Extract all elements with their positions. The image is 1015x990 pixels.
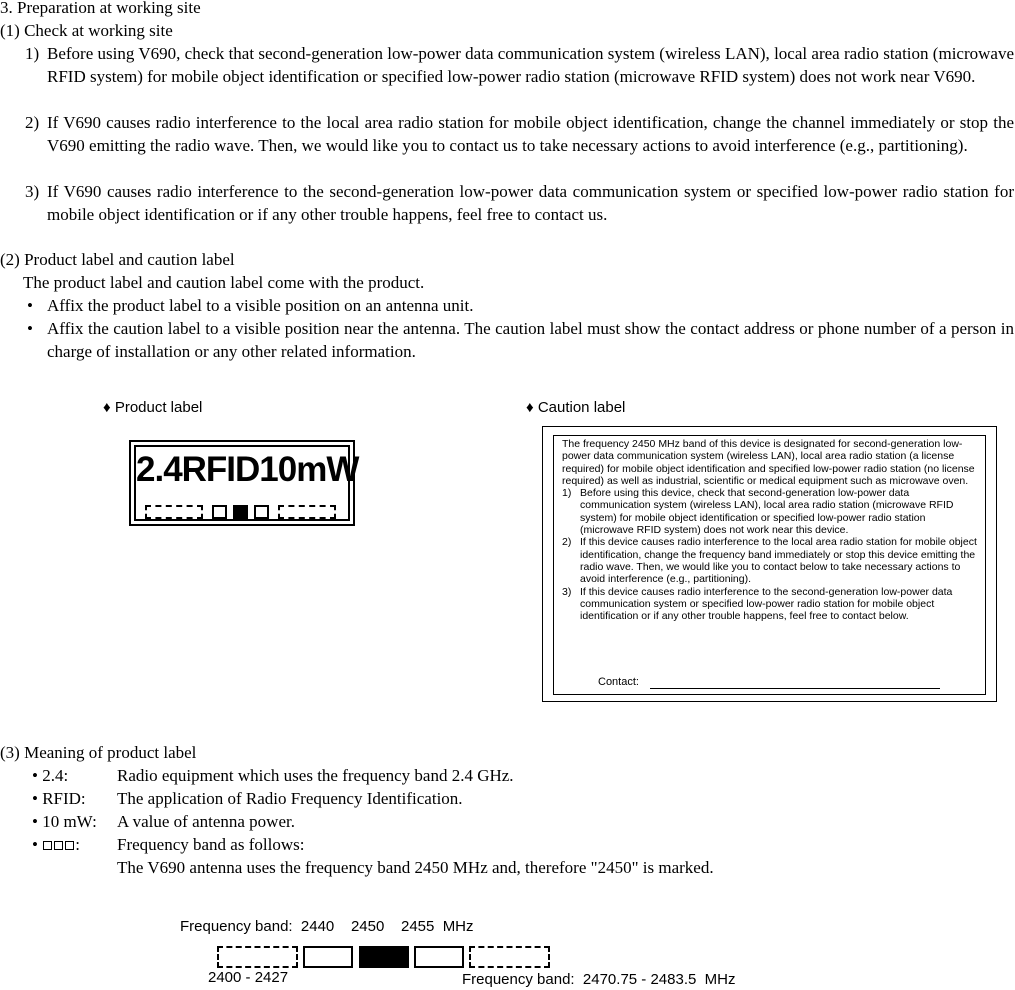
caution-label-body: [562, 438, 978, 622]
check-item-2-text: If V690 causes radio interference to the local area radio station for mobile object identification, change the channel immediately or stop the V690 emitting the radio wave. Then, we would like you to contact us to take necessary actions to avoid interference (e.g., partitioning).: [47, 113, 1014, 155]
band-marker-2440: [212, 505, 227, 519]
product-label-inner-border: [134, 445, 359, 521]
frequency-left-label: 2400 - 2427: [208, 969, 289, 986]
caution-item-3: 3) If this device causes radio interference to the second-generation low-power data communication system or specified low-power radio station for mobile object identification or if any other trouble happens, feel free to contact below.: [562, 585, 953, 623]
subsection-2-heading: (2) Product label and caution label: [0, 250, 235, 269]
meaning-value-band: Frequency band as follows:: [117, 835, 305, 854]
label-intro: The product label and caution label come with the product.: [23, 273, 425, 292]
frequency-right-label: Frequency band: 2470.75 - 2483.5 MHz: [462, 971, 736, 988]
band-marker-low: [145, 505, 203, 519]
band-marker-high: [278, 505, 336, 519]
caution-item-1: 1) Before using this device, check that second-generation low-power data communication system (wireless LAN), local area radio station (microwave RFID system) for mobile object identification or specified low-power radio station (microwave RFID system) does not work near this device.: [562, 487, 954, 537]
meaning-value-10mw: A value of antenna power.: [117, 812, 295, 831]
square-icon: [65, 841, 74, 850]
frequency-band-2455: [414, 946, 464, 968]
subsection-3-heading: (3) Meaning of product label: [0, 743, 197, 762]
band-marker-2450: [233, 505, 248, 519]
caution-intro: The frequency 2450 MHz band of this device is designated for second-generation low-power data communication system (wireless LAN), local area radio station (a license required) for mobile object identification and specified low-power radio station (no license required) as well as industrial, scientific or medical equipment such as microwave oven.: [562, 438, 975, 487]
frequency-top-label: Frequency band: 2440 2450 2455 MHz: [180, 918, 474, 935]
band-marker-2455: [254, 505, 269, 519]
meaning-key-10mw: • 10 mW:: [32, 812, 97, 831]
check-item-3-text: If V690 causes radio interference to the second-generation low-power data communication system or specified low-power radio station for mobile object identification or if any other trouble happens, feel free to contact us.: [47, 182, 1014, 224]
subsection-1-heading: (1) Check at working site: [0, 21, 173, 40]
product-label-caption: ♦ Product label: [103, 399, 203, 416]
check-item-3-number: 3): [25, 182, 40, 201]
caution-label-caption: ♦ Caution label: [526, 399, 626, 416]
check-item-1-text: Before using V690, check that second-generation low-power data communication system (wireless LAN), local area radio station (microwave RFID system) for mobile object identification or specified low-power radio station (microwave RFID system) does not work near V690.: [47, 44, 1014, 86]
frequency-band-2440: [303, 946, 353, 968]
meaning-band-note: The V690 antenna uses the frequency band 2450 MHz and, therefore "2450" is marked.: [117, 858, 714, 877]
meaning-key-band: • :: [32, 835, 80, 854]
frequency-band-high: [469, 946, 550, 968]
section-heading: 3. Preparation at working site: [0, 0, 201, 17]
caution-label-inner-border: [553, 435, 986, 695]
caution-item-2: 2) If this device causes radio interference to the local area radio station for mobile object identification, change the frequency band immediately or stop this device emitting the radio wave. Then, we would like you to contact below to take necessary actions to avoid interference (e.g., partitioning).: [562, 536, 977, 586]
square-icon: [54, 841, 63, 850]
product-label-text: 2.4RFID10mW: [136, 450, 359, 489]
caution-label: [542, 426, 997, 702]
product-label: [129, 440, 359, 526]
check-item-1-number: 1): [25, 44, 40, 63]
contact-line: [650, 688, 940, 689]
meaning-value-2-4: Radio equipment which uses the frequency band 2.4 GHz.: [117, 766, 514, 785]
bullet-glyph: •: [27, 296, 33, 315]
bullet-1-text: Affix the product label to a visible position on an antenna unit.: [47, 296, 474, 315]
check-item-2-number: 2): [25, 113, 40, 132]
contact-label: Contact:: [598, 676, 639, 688]
frequency-band-2450: [359, 946, 409, 968]
meaning-value-rfid: The application of Radio Frequency Identification.: [117, 789, 463, 808]
square-icon: [43, 841, 52, 850]
bullet-2-text: Affix the caution label to a visible position near the antenna. The caution label must show the contact address or phone number of a person in charge of installation or any other related information.: [47, 319, 1014, 361]
frequency-band-low: [217, 946, 298, 968]
meaning-key-2-4: • 2.4:: [32, 766, 69, 785]
meaning-key-rfid: • RFID:: [32, 789, 86, 808]
bullet-glyph: •: [27, 319, 33, 338]
